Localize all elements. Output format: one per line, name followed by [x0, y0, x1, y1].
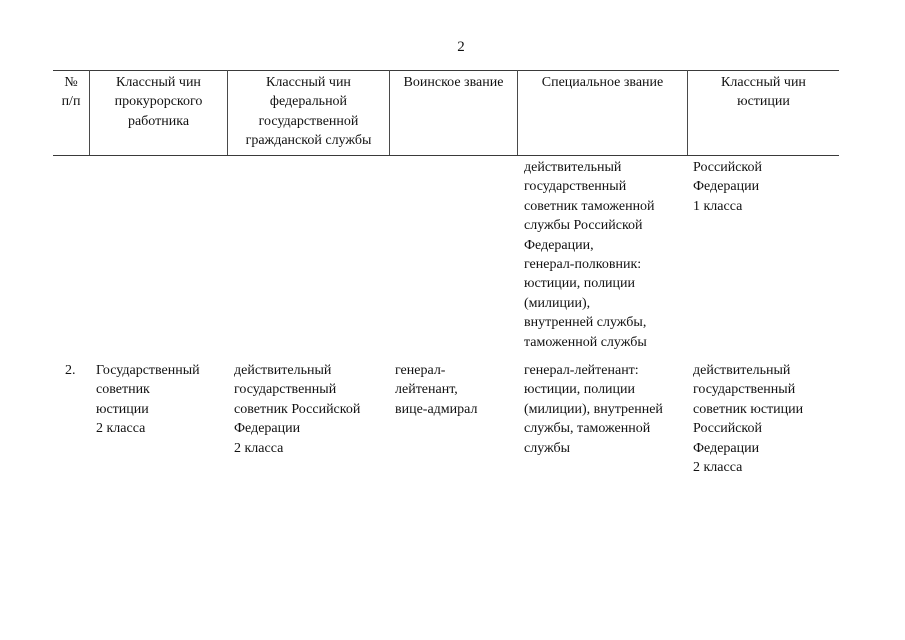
header-military-rank: Воинское звание	[403, 75, 504, 90]
header-special-rank: Специальное звание	[541, 75, 664, 90]
header-bottom-rule	[53, 155, 839, 156]
page-number: 2	[457, 39, 465, 55]
cell-military-rank: генерал- лейтенант, вице-адмирал	[395, 363, 478, 417]
header-number: № п/п	[61, 75, 81, 110]
cell-justice-rank: Российской Федерации 1 класса	[693, 160, 762, 214]
table-top-rule	[53, 70, 839, 71]
cell-prosecutor-rank: Государственный советник юстиции 2 класса	[96, 363, 200, 437]
cell-number: 2.	[65, 363, 76, 378]
header-civil-service-rank: Классный чин федеральной государственной гражданской службы	[245, 75, 372, 149]
cell-justice-rank: действительный государственный советник юстиции Российской Федерации 2 класса	[693, 363, 804, 476]
cell-special-rank: генерал-лейтенант: юстиции, полиции (милиции), внутренней службы, таможенной службы	[524, 363, 663, 456]
cell-special-rank: действительный государственный советник таможенной службы Российской Федерации, генерал-полковник: юстиции, полиции (милиции), внутренней службы, таможенной службы	[524, 160, 655, 350]
cell-civil-service-rank: действительный государственный советник Российской Федерации 2 класса	[234, 363, 361, 456]
header-prosecutor-rank: Классный чин прокурорского работника	[114, 75, 203, 129]
header-justice-rank: Классный чин юстиции	[721, 75, 806, 110]
